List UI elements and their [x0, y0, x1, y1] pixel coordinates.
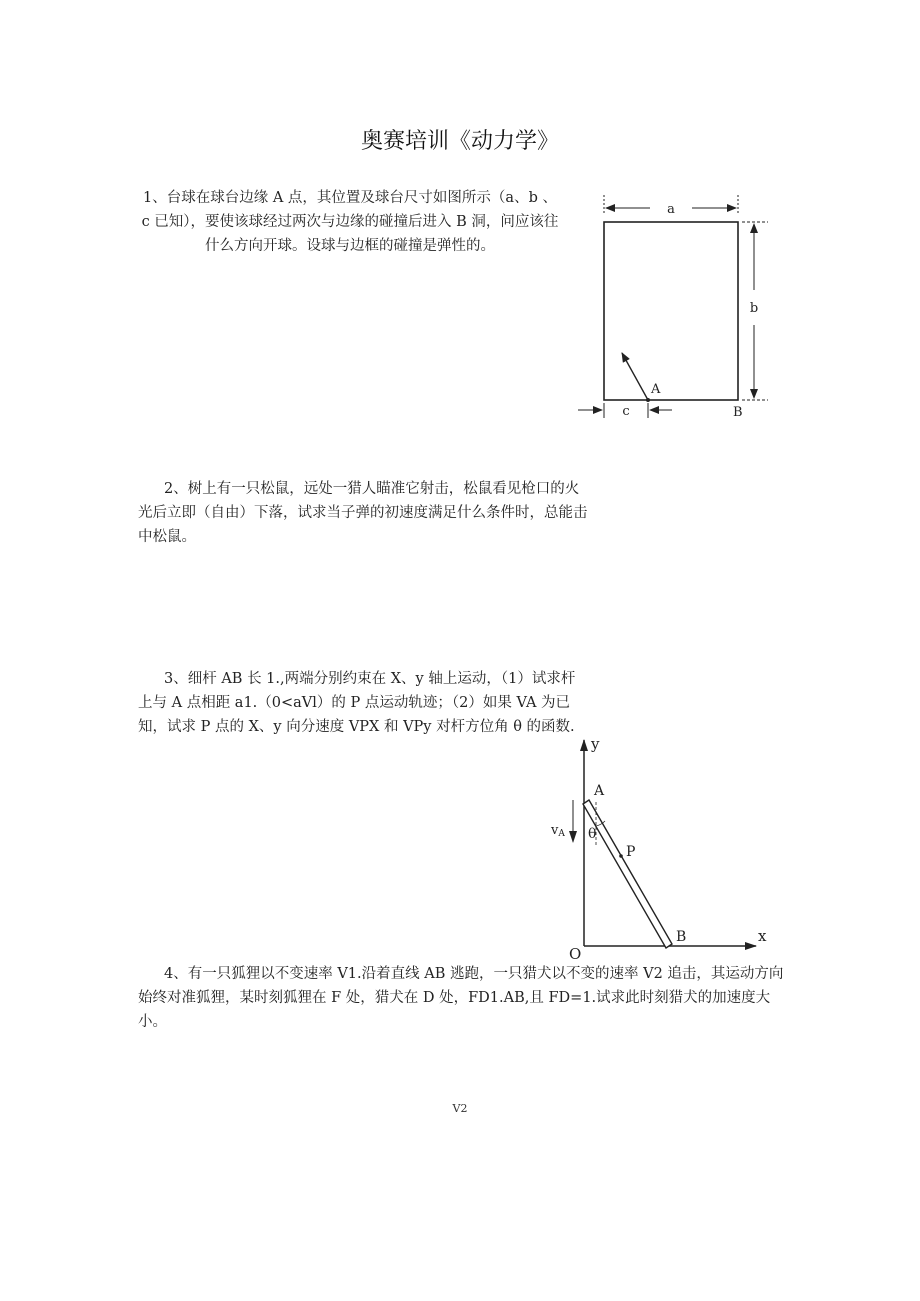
- sliding-rod-figure: [540, 730, 780, 960]
- point-b-label: B: [676, 929, 687, 945]
- origin-label: O: [569, 945, 582, 960]
- point-p-dot: [619, 854, 623, 858]
- point-a-label: A: [651, 382, 661, 397]
- dimension-b-label: b: [749, 301, 759, 316]
- table-outline: [604, 222, 738, 400]
- velocity-va-label: vA: [551, 823, 565, 839]
- dimension-a-label: a: [667, 202, 675, 217]
- question-3-text: 3、细杆 AB 长 1.,两端分别约束在 X、y 轴上运动，（1）试求杆上与 A 点相距 a1.（0<aVl）的 P 点运动轨迹；（2）如果 VA 为已知，试求 P 点的 X、y 向分速度 VPX 和 VPy 对杆方位角 θ 的函数.: [138, 671, 576, 735]
- y-axis-label: y: [591, 735, 600, 753]
- dimension-c-label: c: [622, 404, 630, 419]
- x-axis-label: x: [758, 927, 767, 945]
- page-title: 奥赛培训《动力学》: [360, 129, 559, 154]
- ball-point-a: [646, 398, 650, 402]
- question-1-text: 1、台球在球台边缘 A 点，其位置及球台尺寸如图所示（a、b 、c 已知），要使该球经过两次与边缘的碰撞后进入 B 洞，问应该往什么方向开球。设球与边框的碰撞是弹性的。: [141, 190, 559, 254]
- page-footer-label: V2: [452, 1102, 468, 1115]
- question-4-text: 4、有一只狐狸以不变速率 V1.沿着直线 AB 逃跑，一只猎犬以不变的速率 V2 追击，其运动方向始终对准狐狸，某时刻狐狸在 F 处，猎犬在 D 处，FD1.AB,且 FD=1.试求此时刻猎犬的加速度大小。: [138, 966, 784, 1030]
- question-2-text: 2、树上有一只松鼠，远处一猎人瞄准它射击，松鼠看见枪口的火光后立即（自由）下落，试求当子弹的初速度满足什么条件时，总能击中松鼠。: [138, 481, 588, 545]
- pocket-b-label: B: [733, 405, 743, 420]
- theta-label: θ: [588, 826, 597, 842]
- billiard-table-figure: [570, 185, 780, 425]
- point-p-label: P: [626, 844, 636, 860]
- point-a-label: A: [594, 783, 605, 799]
- cue-direction-arrow: [622, 353, 648, 400]
